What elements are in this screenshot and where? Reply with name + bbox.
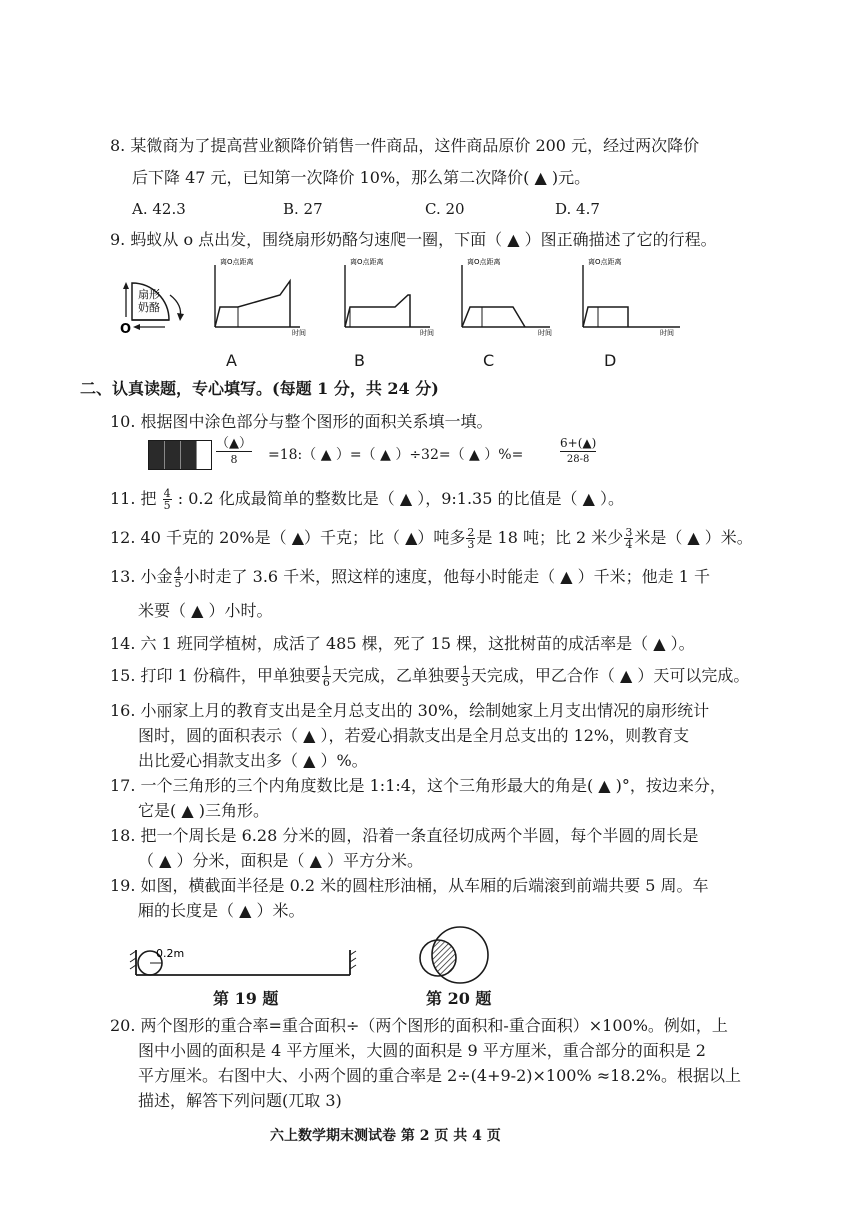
graph-d bbox=[583, 257, 680, 337]
q8-line2: 后下降 47 元，已知第一次降价 10%，那么第二次降价( ▲ )元。 bbox=[132, 168, 591, 187]
q12: 12. 40 千克的 20%是（ ▲）千克；比（ ▲）吨多 $\frac{2}{3}$ 是 18 吨；比 2 米少 $\frac{3}{4}$ 米是（ ▲ ）米。 bbox=[110, 526, 753, 551]
graph-a bbox=[215, 257, 306, 337]
q13-fraction: $\frac{4}{5}$ bbox=[174, 565, 182, 590]
q19-radius-label: 0.2m bbox=[156, 947, 185, 960]
q11-post: : 0.2 化成最简单的整数比是（ ▲ ），9:1.35 的比值是（ ▲ ）。 bbox=[177, 489, 624, 508]
q16-line3: 出比爱心捐款支出多（ ▲ ）%。 bbox=[138, 751, 368, 770]
q20-caption: 第 20 题 bbox=[426, 989, 492, 1008]
q8-option-b: B. 27 bbox=[283, 200, 323, 218]
origin-label: O bbox=[120, 322, 132, 337]
q12-fraction-2: $\frac{3}{4}$ bbox=[625, 526, 633, 551]
q9-figure bbox=[120, 255, 700, 350]
q14-text: 14. 六 1 班同学植树，成活了 485 棵，死了 15 棵，这批树苗的成活率是（ ▲ ）。 bbox=[110, 634, 695, 653]
cheese-label-2: 奶酪 bbox=[138, 301, 160, 314]
q10-shaded-figure bbox=[148, 440, 212, 470]
q10-frac2-num: 6+(▲) bbox=[560, 436, 597, 450]
q20-line1: 20. 两个图形的重合率=重合面积÷（两个图形的面积和-重合面积）×100%。例如，上 bbox=[110, 1016, 728, 1035]
q20-line3: 平方厘米。右图中大、小两个圆的重合率是 2÷(4+9-2)×100% ≈18.2%。根据以上 bbox=[138, 1066, 741, 1085]
q8-line1: 8. 某微商为了提高营业额降价销售一件商品，这件商品原价 200 元，经过两次降价 bbox=[110, 136, 700, 155]
q19-line1: 19. 如图，横截面半径是 0.2 米的圆柱形油桶，从车厢的后端滚到前端共要 5 周。车 bbox=[110, 876, 709, 895]
q11-pre: 11. 把 bbox=[110, 489, 157, 508]
section-2-title: 二、认真读题，专心填写。(每题 1 分，共 24 分) bbox=[80, 379, 439, 398]
q19-caption: 第 19 题 bbox=[213, 989, 279, 1008]
q10-fraction-2 bbox=[560, 436, 596, 467]
q8-option-a: A. 42.3 bbox=[132, 200, 186, 218]
q19-truck-diagram bbox=[128, 935, 363, 985]
q16-line1: 16. 小丽家上月的教育支出是全月总支出的 30%，绘制她家上月支出情况的扇形统计 bbox=[110, 701, 710, 720]
graph-b bbox=[345, 257, 434, 337]
graph-d-y-label: 离O点距离 bbox=[588, 258, 622, 266]
q15-fraction-1: $\frac{1}{6}$ bbox=[322, 664, 330, 689]
q19-line2: 厢的长度是（ ▲ ）米。 bbox=[138, 901, 305, 920]
q20-line2: 图中小圆的面积是 4 平方厘米，大圆的面积是 9 平方厘米，重合部分的面积是 2 bbox=[138, 1041, 706, 1060]
graph-label-a: A bbox=[226, 351, 237, 370]
q16-line2: 图时，圆的面积表示（ ▲ ），若爱心捐款支出是全月总支出的 12%，则教育支 bbox=[138, 726, 690, 745]
graph-label-d: D bbox=[604, 351, 617, 370]
q8-option-c: C. 20 bbox=[425, 200, 465, 218]
graph-c-y-label: 离O点距离 bbox=[467, 258, 501, 266]
q18-line1: 18. 把一个周长是 6.28 分米的圆，沿着一条直径切成两个半圆，每个半圆的周长是 bbox=[110, 826, 699, 845]
graph-b-x-label: 时间 bbox=[420, 329, 434, 337]
q10-frac-den: 8 bbox=[230, 453, 238, 466]
q9-text: 9. 蚂蚁从 o 点出发，围绕扇形奶酪匀速爬一圈，下面（ ▲ ）图正确描述了它的行程。 bbox=[110, 230, 717, 249]
q13-line2: 米要（ ▲ ）小时。 bbox=[138, 601, 273, 620]
graph-c-x-label: 时间 bbox=[538, 329, 552, 337]
q11 bbox=[110, 488, 624, 511]
q10-frac2-den: 28-8 bbox=[566, 454, 590, 465]
cheese-label-1: 扇形 bbox=[138, 288, 160, 301]
q10-text: 10. 根据图中涂色部分与整个图形的面积关系填一填。 bbox=[110, 412, 493, 431]
q13-line1: 13. 小金 $\frac{4}{5}$ 小时走了 3.6 千米，照这样的速度，他每小时能走（ ▲ ）千米；他走 1 千 bbox=[110, 565, 710, 590]
q15-fraction-2: $\frac{1}{3}$ bbox=[461, 664, 469, 689]
q11-fraction: $\frac{4}{5}$ bbox=[163, 487, 171, 512]
q15: 15. 打印 1 份稿件，甲单独要 $\frac{1}{6}$ 天完成，乙单独要 $\frac{1}{3}$ 天完成，甲乙合作（ ▲ ）天可以完成。 bbox=[110, 664, 750, 689]
q8-option-d: D. 4.7 bbox=[555, 200, 600, 218]
q20-circles-diagram bbox=[410, 925, 500, 990]
graph-d-x-label: 时间 bbox=[660, 329, 674, 337]
graph-label-c: C bbox=[483, 351, 495, 370]
q17-line2: 它是( ▲ )三角形。 bbox=[138, 801, 269, 820]
q12-fraction-1: $\frac{2}{3}$ bbox=[467, 526, 475, 551]
q10-fraction-1 bbox=[216, 436, 252, 467]
q20-line4: 描述，解答下列问题(兀取 3) bbox=[138, 1091, 342, 1110]
q10-equation: =18:（ ▲ ）=（ ▲ ）÷32=（ ▲ ）%= bbox=[268, 447, 524, 463]
graph-a-y-label: 离O点距离 bbox=[220, 258, 254, 266]
graph-a-x-label: 时间 bbox=[292, 329, 306, 337]
graph-c bbox=[462, 257, 552, 337]
page-footer: 六上数学期末测试卷 第 2 页 共 4 页 bbox=[270, 1128, 501, 1144]
graph-b-y-label: 离O点距离 bbox=[350, 258, 384, 266]
q10-frac-num: （▲） bbox=[216, 436, 252, 451]
q17-line1: 17. 一个三角形的三个内角度数比是 1:1:4，这个三角形最大的角是( ▲ )°，按边来分， bbox=[110, 776, 726, 795]
cheese-sector-diagram bbox=[120, 282, 184, 337]
graph-label-b: B bbox=[354, 351, 365, 370]
q18-line2: （ ▲ ）分米，面积是（ ▲ ）平方分米。 bbox=[138, 851, 423, 870]
